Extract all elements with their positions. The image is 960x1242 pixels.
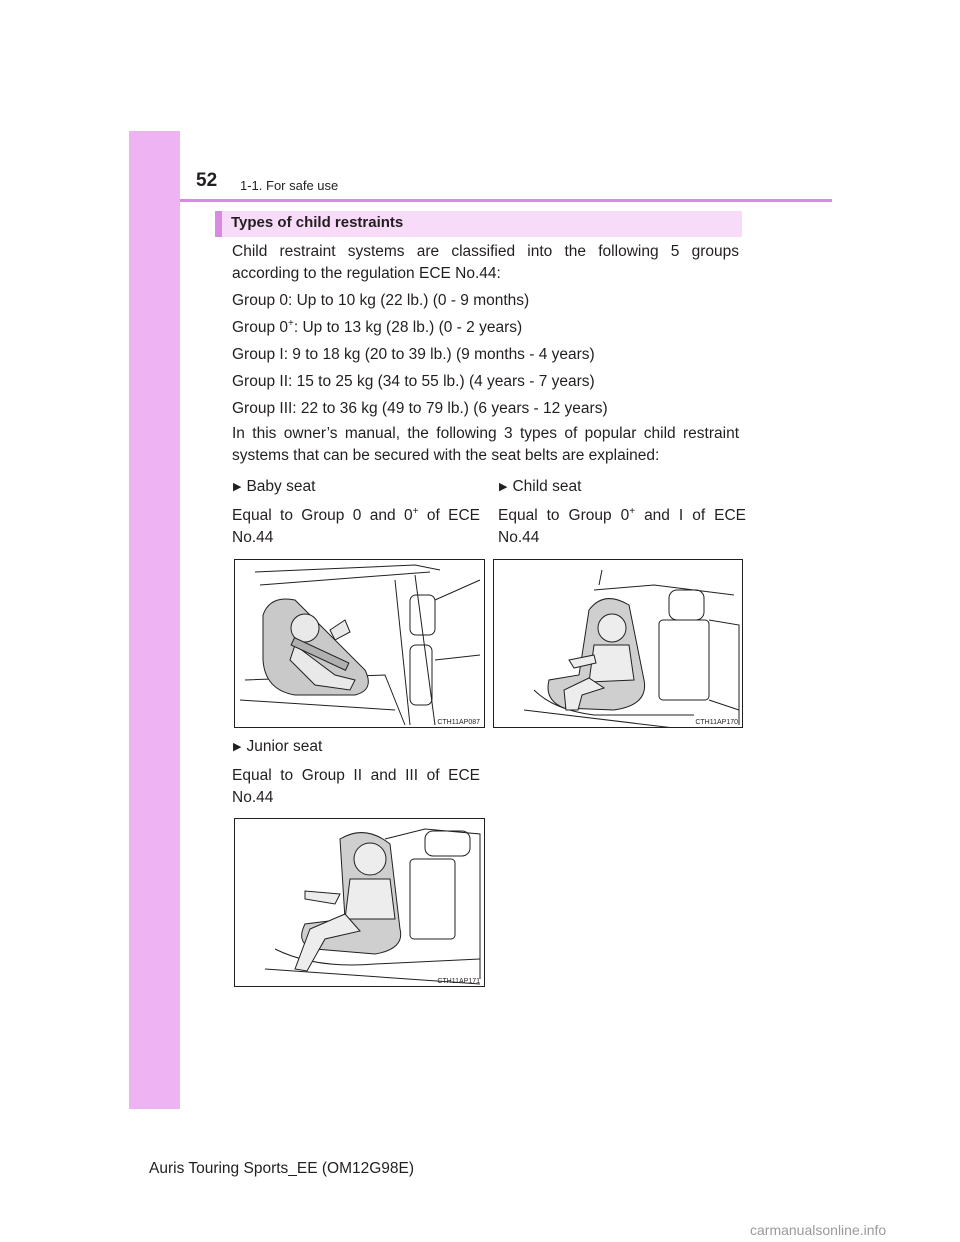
section-heading-text: Types of child restraints <box>231 214 404 231</box>
outro-paragraph: In this owner’s manual, the following 3 types of popular child restraint systems that can be secured with the seat belts are explained: <box>232 425 739 464</box>
baby-seat-desc-prefix: Equal to Group 0 and 0 <box>232 507 413 524</box>
chapter-sidebar-tab <box>129 131 180 1109</box>
group-3-line: Group III: 22 to 36 kg (49 to 79 lb.) (6 years - 12 years) <box>232 400 608 417</box>
junior-seat-label-text: Junior seat <box>246 738 323 755</box>
baby-seat-drawing <box>235 560 485 728</box>
child-seat-label <box>499 478 581 496</box>
group-0-plus-prefix: Group 0 <box>232 319 289 336</box>
triangle-right-icon: ▶ <box>499 481 508 493</box>
group-1-line: Group I: 9 to 18 kg (20 to 39 lb.) (9 months - 4 years) <box>232 346 595 363</box>
junior-seat-drawing <box>235 819 485 987</box>
junior-seat-illustration <box>234 818 485 987</box>
child-seat-description <box>498 505 746 549</box>
baby-seat-description <box>232 505 480 549</box>
baby-seat-figure-code: CTH11AP087 <box>437 719 480 726</box>
watermark: carmanualsonline.info <box>750 1222 887 1238</box>
group-0-plus-line <box>232 317 739 339</box>
group-0-plus-rest: : Up to 13 kg (28 lb.) (0 - 2 years) <box>293 319 523 336</box>
child-seat-illustration <box>493 559 743 728</box>
child-seat-desc-sup: + <box>629 505 636 517</box>
junior-seat-description: Equal to Group II and III of ECE No.44 <box>232 767 480 806</box>
child-seat-desc-prefix: Equal to Group 0 <box>498 507 630 524</box>
group-0-line: Group 0: Up to 10 kg (22 lb.) (0 - 9 months) <box>232 292 530 309</box>
baby-seat-label-text: Baby seat <box>246 478 316 495</box>
header-divider <box>180 199 832 202</box>
baby-seat-desc-sup: + <box>412 505 419 517</box>
baby-seat-illustration <box>234 559 485 728</box>
intro-paragraph: Child restraint systems are classified into the following 5 groups according to the regulation ECE No.44: <box>232 243 739 282</box>
child-seat-desc-rest: and I of ECE No.44 <box>498 507 746 546</box>
child-seat-figure-code: CTH11AP170 <box>695 719 738 726</box>
manual-footer: Auris Touring Sports_EE (OM12G98E) <box>149 1160 415 1177</box>
page-number: 52 <box>196 170 218 191</box>
group-2-line: Group II: 15 to 25 kg (34 to 55 lb.) (4 years - 7 years) <box>232 373 595 390</box>
junior-seat-figure-code: CTH11AP171 <box>437 978 480 985</box>
baby-seat-desc-rest: of ECE No.44 <box>232 507 480 546</box>
triangle-right-icon: ▶ <box>233 741 242 753</box>
triangle-right-icon: ▶ <box>233 481 242 493</box>
section-title: 1-1. For safe use <box>240 178 339 193</box>
baby-seat-label <box>233 478 315 496</box>
junior-seat-label <box>233 738 322 756</box>
child-seat-drawing <box>494 560 743 728</box>
section-heading <box>215 211 742 237</box>
child-seat-label-text: Child seat <box>512 478 582 495</box>
group-0-plus-sup: + <box>288 317 294 329</box>
